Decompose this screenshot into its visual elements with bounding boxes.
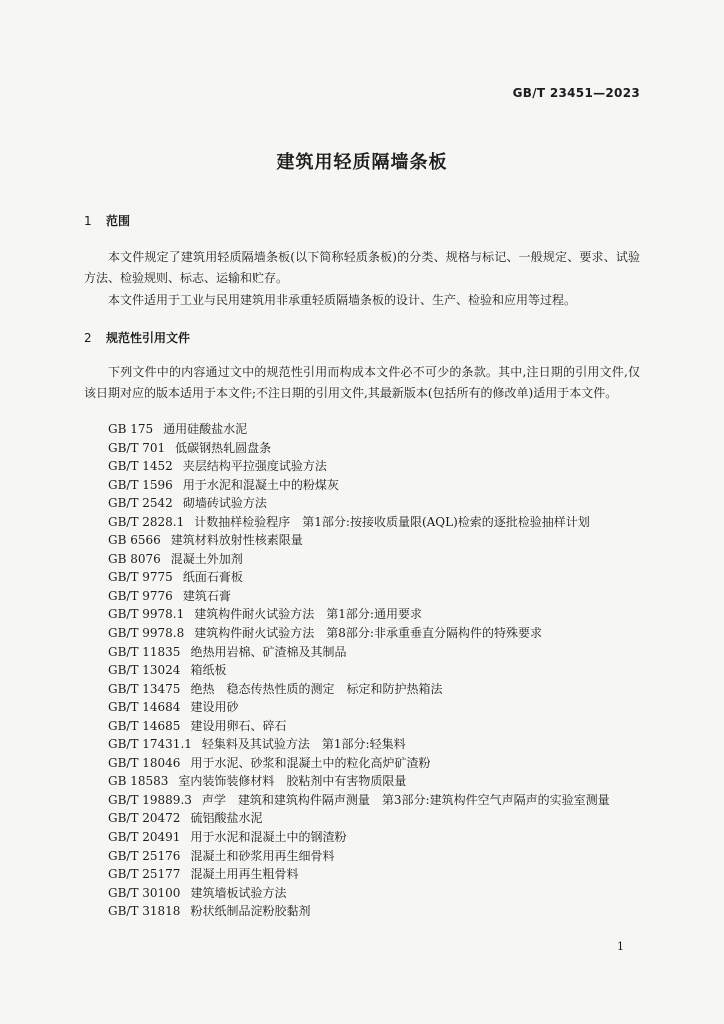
reference-code: GB 8076	[108, 551, 161, 566]
reference-title: 建筑墙板试验方法	[190, 885, 287, 900]
reference-title: 计数抽样检验程序 第1部分:按接收质量限(AQL)检索的逐批检验抽样计划	[194, 514, 590, 529]
reference-item	[108, 698, 610, 717]
reference-item	[108, 847, 610, 866]
reference-item	[108, 828, 610, 847]
reference-title: 建筑材料放射性核素限量	[170, 533, 303, 548]
reference-code: GB/T 1452	[108, 459, 173, 474]
reference-code: GB/T 9978.1	[108, 607, 185, 622]
reference-code: GB/T 2828.1	[108, 514, 185, 529]
reference-item	[108, 587, 610, 606]
reference-item	[108, 494, 610, 513]
reference-title: 低碳钢热轧圆盘条	[175, 440, 272, 455]
reference-item	[108, 717, 610, 736]
reference-item	[108, 643, 610, 662]
reference-code: GB/T 18046	[108, 755, 181, 770]
reference-title: 箱纸板	[190, 663, 227, 678]
reference-item	[108, 680, 610, 699]
reference-item	[108, 865, 610, 884]
reference-code: GB/T 13024	[108, 663, 181, 678]
reference-title: 绝热 稳态传热性质的测定 标定和防护热箱法	[190, 681, 443, 696]
reference-title: 夹层结构平拉强度试验方法	[182, 459, 327, 474]
reference-code: GB/T 30100	[108, 885, 181, 900]
reference-title: 混凝土外加剂	[170, 551, 243, 566]
reference-item	[108, 791, 610, 810]
section-title: 范围	[106, 214, 131, 228]
reference-title: 绝热用岩棉、矿渣棉及其制品	[190, 644, 347, 659]
reference-item	[108, 735, 610, 754]
reference-item	[108, 457, 610, 476]
reference-title: 室内装饰装修材料 胶粘剂中有害物质限量	[178, 774, 407, 789]
reference-item	[108, 661, 610, 680]
reference-title: 混凝土用再生粗骨料	[190, 867, 299, 882]
reference-code: GB/T 2542	[108, 496, 173, 511]
reference-item	[108, 754, 610, 773]
reference-list	[108, 420, 610, 921]
reference-code: GB/T 1596	[108, 477, 173, 492]
reference-code: GB/T 20491	[108, 830, 181, 845]
section-heading-normative-references	[84, 329, 190, 346]
reference-code: GB/T 701	[108, 440, 166, 455]
reference-item	[108, 605, 610, 624]
reference-title: 建筑构件耐火试验方法 第8部分:非承重垂直分隔构件的特殊要求	[194, 626, 542, 641]
reference-item	[108, 902, 610, 921]
reference-code: GB/T 25176	[108, 848, 181, 863]
reference-title: 建设用砂	[190, 700, 239, 715]
reference-title: 建筑石膏	[182, 588, 231, 603]
reference-code: GB/T 31818	[108, 904, 181, 919]
reference-code: GB/T 9776	[108, 588, 173, 603]
section-number: 1	[84, 214, 92, 228]
reference-item	[108, 550, 610, 569]
reference-title: 建设用卵石、碎石	[190, 718, 287, 733]
reference-code: GB/T 9978.8	[108, 626, 185, 641]
standard-code: GB/T 23451—2023	[512, 86, 640, 100]
scope-paragraph-1: 本文件规定了建筑用轻质隔墙条板(以下简称轻质条板)的分类、规格与标记、一般规定、要求、试验方法、检验规则、标志、运输和贮存。	[84, 250, 640, 285]
reference-code: GB/T 13475	[108, 681, 181, 696]
reference-title: 用于水泥、砂浆和混凝土中的粒化高炉矿渣粉	[190, 755, 431, 770]
reference-item	[108, 513, 610, 532]
reference-title: 建筑构件耐火试验方法 第1部分:通用要求	[194, 607, 422, 622]
document-title: 建筑用轻质隔墙条板	[276, 152, 448, 173]
reference-code: GB/T 9775	[108, 570, 173, 585]
reference-item	[108, 568, 610, 587]
reference-code: GB/T 14684	[108, 700, 181, 715]
reference-title: 砌墙砖试验方法	[182, 496, 267, 511]
reference-item	[108, 809, 610, 828]
reference-code: GB/T 14685	[108, 718, 181, 733]
reference-code: GB/T 20472	[108, 811, 181, 826]
references-intro-paragraph: 下列文件中的内容通过文中的规范性引用而构成本文件必不可少的条款。其中,注日期的引用文件,仅该日期对应的版本适用于本文件;不注日期的引用文件,其最新版本(包括所有的修改单)适用于本文件。	[84, 365, 640, 400]
reference-title: 纸面石膏板	[182, 570, 243, 585]
reference-code: GB 6566	[108, 533, 161, 548]
reference-code: GB/T 17431.1	[108, 737, 192, 752]
page-number: 1	[617, 940, 624, 953]
reference-title: 用于水泥和混凝土中的钢渣粉	[190, 830, 347, 845]
reference-title: 轻集料及其试验方法 第1部分:轻集料	[201, 737, 406, 752]
reference-title: 通用硅酸盐水泥	[163, 422, 248, 436]
reference-title: 用于水泥和混凝土中的粉煤灰	[182, 477, 339, 492]
reference-title: 声学 建筑和建筑构件隔声测量 第3部分:建筑构件空气声隔声的实验室测量	[201, 792, 610, 807]
reference-item	[108, 884, 610, 903]
reference-title: 硫铝酸盐水泥	[190, 811, 263, 826]
reference-code: GB/T 25177	[108, 867, 181, 882]
reference-item	[108, 624, 610, 643]
section-number: 2	[84, 331, 92, 345]
section-title: 规范性引用文件	[106, 331, 191, 345]
reference-title: 粉状纸制品淀粉胶黏剂	[190, 904, 311, 919]
reference-code: GB 18583	[108, 774, 169, 789]
reference-title: 混凝土和砂浆用再生细骨料	[190, 848, 335, 863]
reference-code: GB/T 11835	[108, 644, 181, 659]
reference-item	[108, 476, 610, 495]
reference-code: GB 175	[108, 422, 154, 436]
reference-code: GB/T 19889.3	[108, 792, 192, 807]
reference-item	[108, 531, 610, 550]
section-heading-scope	[84, 212, 130, 229]
reference-item	[108, 420, 610, 439]
reference-item	[108, 772, 610, 791]
scope-paragraph-2: 本文件适用于工业与民用建筑用非承重轻质隔墙条板的设计、生产、检验和应用等过程。	[108, 293, 577, 307]
reference-item	[108, 439, 610, 458]
